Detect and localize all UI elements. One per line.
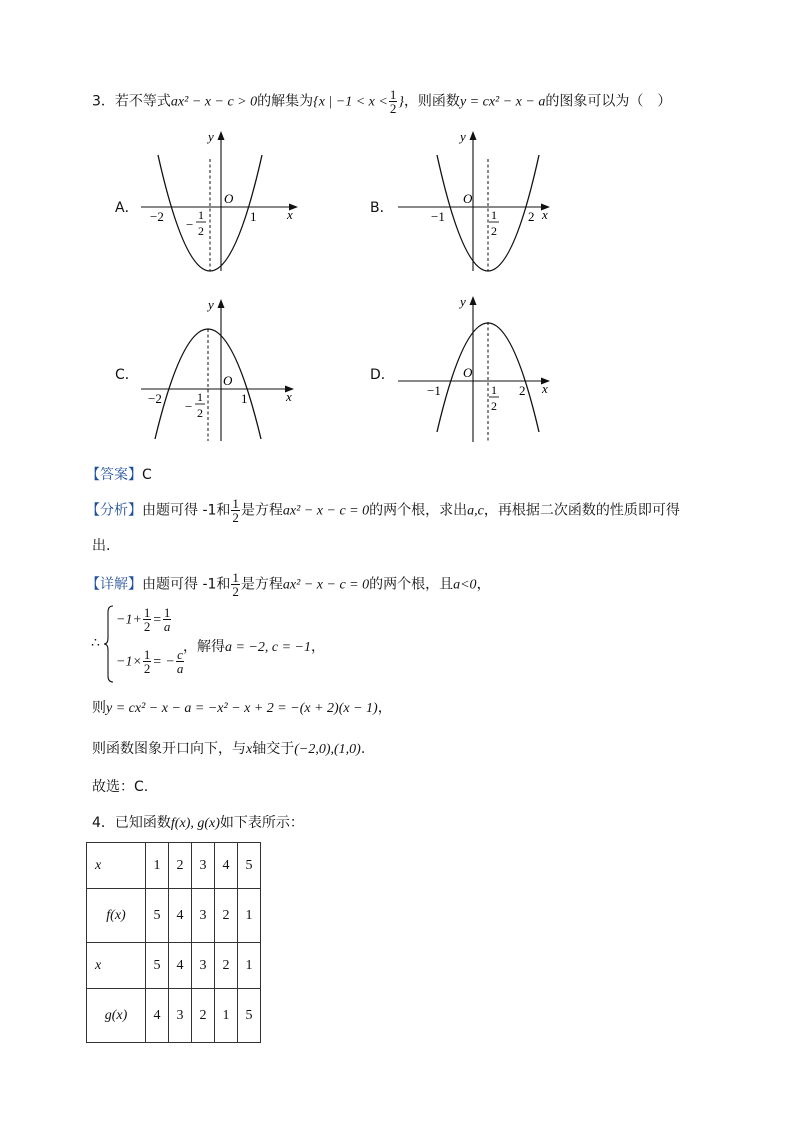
- tick-minus: −: [185, 399, 193, 414]
- option-a-label: A．: [115, 200, 139, 216]
- y-arrow-icon: [218, 131, 225, 140]
- fraction-half: $\frac{1}{2}$: [389, 87, 397, 116]
- tick-2: 2: [528, 209, 535, 224]
- table-row: [87, 989, 261, 1043]
- analysis-line: 【分析】由题可得 -1和 $\frac{1}{2}$ 是方程ax² − x − c = 0的两个根，求出a,c，再根据二次函数的性质即可得: [86, 496, 680, 525]
- detail-conclusion-line: 则函数图象开口向下，与x轴交于(−2,0),(1,0).: [92, 741, 366, 757]
- table-row: [87, 889, 261, 943]
- graph-option-a: [138, 125, 303, 275]
- table-row: [87, 943, 261, 989]
- fraction-c-over-a: $\frac{c}{a}$: [176, 647, 184, 676]
- fraction-half: $\frac{1}{2}$: [143, 605, 151, 634]
- table-cell: 2: [215, 943, 238, 989]
- table-cell: 3: [192, 889, 215, 943]
- tick-half-num: 1: [197, 390, 203, 404]
- table-cell: 5: [146, 943, 169, 989]
- table-cell: 3: [192, 843, 215, 889]
- detail-expression-line: 则y = cx² − x − a = −x² − x + 2 = −(x + 2)(x − 1)，: [92, 700, 392, 716]
- question-3-stem: 3．若不等式ax² − x − c > 0的解集为{x | −1 < x < $\frac{1}{2}$ }，则函数y = cx² − x − a的图象可以为（ ）: [92, 87, 672, 116]
- inequality: ax² − x − c > 0: [170, 94, 258, 110]
- tick-neg1: −1: [427, 383, 441, 398]
- table-cell: 1: [215, 989, 238, 1043]
- row-header: g(x): [87, 989, 146, 1043]
- fraction-half: $\frac{1}{2}$: [232, 496, 239, 525]
- tick-half-den: 2: [198, 224, 204, 238]
- row-header: f(x): [87, 889, 146, 943]
- tick-half-den: 2: [491, 224, 497, 238]
- system-equation-1: −1+ $\frac{1}{2}$ = $\frac{1}{a}$: [116, 605, 171, 634]
- row-header: x: [87, 843, 146, 889]
- axis-label-x: x: [286, 389, 292, 404]
- y-arrow-icon: [470, 131, 477, 140]
- function-value-table: [86, 842, 261, 1043]
- axis-label-y: y: [208, 129, 214, 144]
- tick-half-den: 2: [197, 406, 203, 420]
- y-arrow-icon: [218, 299, 225, 308]
- answer-tag: 【答案】: [86, 467, 142, 483]
- table-cell: 4: [169, 943, 192, 989]
- table-cell: 5: [238, 989, 261, 1043]
- tick-1: 1: [250, 209, 257, 224]
- tick-half-num: 1: [491, 208, 497, 222]
- axis-label-y: y: [460, 129, 466, 144]
- table-cell: 1: [238, 943, 261, 989]
- tick-neg1: −1: [431, 209, 445, 224]
- tick-half-num: 1: [491, 383, 497, 397]
- graph-option-b: [395, 125, 560, 275]
- tick-1: 1: [241, 391, 248, 406]
- fraction-half: $\frac{1}{2}$: [232, 570, 239, 599]
- option-d-label: D．: [370, 367, 395, 383]
- detail-line-1: 【详解】由题可得 -1和 $\frac{1}{2}$ 是方程ax² − x − c = 0的两个根，且a<0，: [86, 570, 491, 599]
- tick-half-num: 1: [198, 208, 204, 222]
- axis-label-y: y: [460, 294, 466, 309]
- system-equation-2: −1× $\frac{1}{2}$ = − $\frac{c}{a}$: [116, 647, 184, 676]
- answer-value: C: [142, 467, 152, 483]
- row-header: x: [87, 943, 146, 989]
- solution-set: {x | −1 < x <: [313, 94, 388, 110]
- table-cell: 5: [146, 889, 169, 943]
- system-brace: [103, 604, 115, 684]
- solve-result: ，解得a = −2, c = −1，: [183, 639, 326, 655]
- origin-label: O: [224, 191, 234, 206]
- graph-option-d: [395, 290, 560, 445]
- table-cell: 2: [215, 889, 238, 943]
- brace-curve: [104, 606, 113, 682]
- detail-choice: 故选：C.: [92, 779, 149, 795]
- detail-tag: 【详解】: [86, 576, 142, 593]
- function-expression: y = cx² − x − a: [459, 94, 546, 110]
- origin-label: O: [463, 191, 473, 206]
- table-cell: 5: [238, 843, 261, 889]
- fraction-half: $\frac{1}{2}$: [143, 647, 151, 676]
- table-cell: 3: [169, 989, 192, 1043]
- tick-minus: −: [186, 217, 194, 232]
- question-4-stem: 4．已知函数f(x), g(x)如下表所示：: [92, 815, 304, 831]
- table-row: [87, 843, 261, 889]
- fraction-one-over-a: $\frac{1}{a}$: [163, 605, 171, 634]
- tick-half-den: 2: [491, 399, 497, 413]
- axis-label-y: y: [208, 297, 214, 312]
- table-cell: 3: [192, 943, 215, 989]
- table-cell: 4: [146, 989, 169, 1043]
- axis-label-x: x: [542, 381, 548, 396]
- table-cell: 4: [169, 889, 192, 943]
- question-number: 3．: [92, 93, 115, 110]
- question-number: 4．: [92, 815, 115, 831]
- tick-neg2: −2: [150, 209, 164, 224]
- table-cell: 2: [192, 989, 215, 1043]
- axis-label-x: x: [287, 207, 293, 222]
- tick-neg2: −2: [148, 391, 162, 406]
- table-cell: 1: [238, 889, 261, 943]
- option-b-label: B．: [370, 200, 394, 216]
- analysis-continuation: 出.: [92, 538, 111, 554]
- table-cell: 4: [215, 843, 238, 889]
- y-arrow-icon: [470, 296, 477, 305]
- answer-line: [86, 464, 152, 484]
- origin-label: O: [463, 365, 473, 380]
- table-cell: 2: [169, 843, 192, 889]
- graph-option-c: [138, 293, 303, 445]
- option-c-label: C．: [115, 367, 139, 383]
- table-cell: 1: [146, 843, 169, 889]
- analysis-tag: 【分析】: [86, 502, 142, 519]
- origin-label: O: [223, 373, 233, 388]
- tick-2: 2: [519, 383, 526, 398]
- therefore-symbol: ∴: [91, 635, 100, 651]
- axis-label-x: x: [542, 207, 548, 222]
